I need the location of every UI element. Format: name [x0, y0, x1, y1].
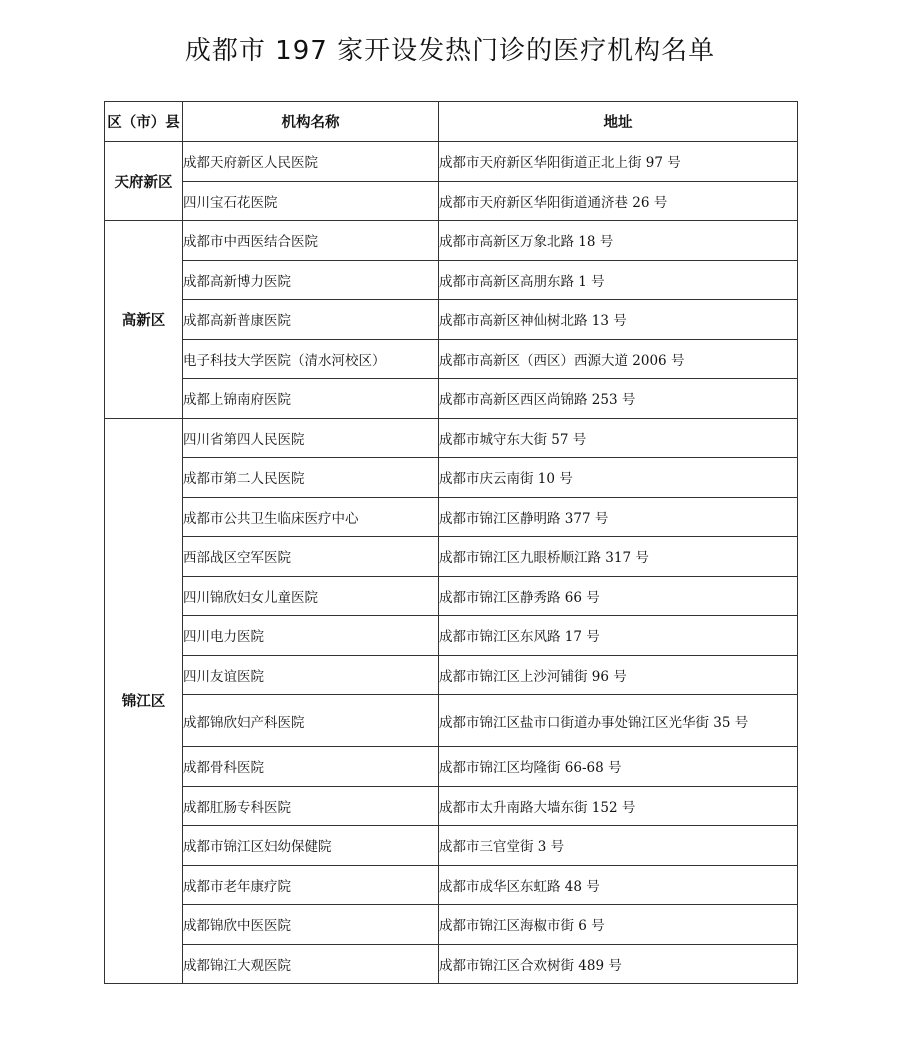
institution-name-cell: 成都市老年康疗院	[183, 865, 439, 905]
table-row	[105, 786, 798, 826]
table-row	[105, 747, 798, 787]
table-row	[105, 221, 798, 261]
institution-name-cell: 成都锦欣中医医院	[183, 905, 439, 945]
address-cell: 成都市锦江区静明路 377 号	[439, 497, 798, 537]
table-row	[105, 944, 798, 984]
table-row	[105, 616, 798, 656]
table-row	[105, 537, 798, 577]
institution-name-cell: 成都上锦南府医院	[183, 379, 439, 419]
institution-name-cell: 成都高新普康医院	[183, 300, 439, 340]
address-cell: 成都市高新区万象北路 18 号	[439, 221, 798, 261]
institution-name-cell: 成都天府新区人民医院	[183, 142, 439, 182]
address-cell: 成都市锦江区静秀路 66 号	[439, 576, 798, 616]
institution-name-cell: 成都市锦江区妇幼保健院	[183, 826, 439, 866]
address-cell: 成都市锦江区九眼桥顺江路 317 号	[439, 537, 798, 577]
institution-name-cell: 成都肛肠专科医院	[183, 786, 439, 826]
institution-name-cell: 四川省第四人民医院	[183, 418, 439, 458]
table-row	[105, 655, 798, 695]
address-cell: 成都市成华区东虹路 48 号	[439, 865, 798, 905]
address-cell: 成都市高新区高朋东路 1 号	[439, 260, 798, 300]
address-cell: 成都市庆云南街 10 号	[439, 458, 798, 498]
table-row	[105, 260, 798, 300]
table-row	[105, 905, 798, 945]
header-district: 区（市）县	[105, 102, 183, 142]
address-cell: 成都市锦江区东风路 17 号	[439, 616, 798, 656]
district-cell: 锦江区	[105, 418, 183, 984]
institution-name-cell: 成都锦欣妇产科医院	[183, 695, 439, 747]
table-row	[105, 418, 798, 458]
header-institution-name: 机构名称	[183, 102, 439, 142]
table-row	[105, 497, 798, 537]
institution-name-cell: 四川锦欣妇女儿童医院	[183, 576, 439, 616]
address-cell: 成都市天府新区华阳街道通济巷 26 号	[439, 181, 798, 221]
table-row	[105, 379, 798, 419]
address-cell: 成都市锦江区均隆街 66-68 号	[439, 747, 798, 787]
table-row	[105, 826, 798, 866]
institution-name-cell: 成都骨科医院	[183, 747, 439, 787]
institution-name-cell: 成都高新博力医院	[183, 260, 439, 300]
address-cell: 成都市高新区神仙树北路 13 号	[439, 300, 798, 340]
table-row	[105, 300, 798, 340]
address-cell: 成都市太升南路大墙东街 152 号	[439, 786, 798, 826]
table-header	[105, 102, 798, 142]
institution-name-cell: 成都市中西医结合医院	[183, 221, 439, 261]
table-row	[105, 865, 798, 905]
address-cell: 成都市锦江区上沙河铺街 96 号	[439, 655, 798, 695]
header-row	[105, 102, 798, 142]
institution-name-cell: 西部战区空军医院	[183, 537, 439, 577]
table-row	[105, 695, 798, 747]
address-cell: 成都市高新区（西区）西源大道 2006 号	[439, 339, 798, 379]
institution-name-cell: 成都市第二人民医院	[183, 458, 439, 498]
table-row	[105, 339, 798, 379]
address-cell: 成都市锦江区海椒市街 6 号	[439, 905, 798, 945]
address-cell: 成都市锦江区合欢树街 489 号	[439, 944, 798, 984]
district-cell: 高新区	[105, 221, 183, 419]
address-cell: 成都市三官堂街 3 号	[439, 826, 798, 866]
page-title: 成都市 197 家开设发热门诊的医疗机构名单	[184, 36, 716, 66]
table-row	[105, 181, 798, 221]
table-row	[105, 458, 798, 498]
hospital-table	[104, 101, 798, 984]
institution-name-cell: 四川电力医院	[183, 616, 439, 656]
address-cell: 成都市天府新区华阳街道正北上街 97 号	[439, 142, 798, 182]
address-cell: 成都市锦江区盐市口街道办事处锦江区光华街 35 号	[439, 695, 798, 747]
institution-name-cell: 四川宝石花医院	[183, 181, 439, 221]
district-cell: 天府新区	[105, 142, 183, 221]
address-cell: 成都市高新区西区尚锦路 253 号	[439, 379, 798, 419]
table-body	[105, 142, 798, 984]
table-row	[105, 576, 798, 616]
institution-name-cell: 成都市公共卫生临床医疗中心	[183, 497, 439, 537]
institution-name-cell: 成都锦江大观医院	[183, 944, 439, 984]
institution-name-cell: 四川友谊医院	[183, 655, 439, 695]
address-cell: 成都市城守东大街 57 号	[439, 418, 798, 458]
header-address: 地址	[439, 102, 798, 142]
table-row	[105, 142, 798, 182]
institution-name-cell: 电子科技大学医院（清水河校区）	[183, 339, 439, 379]
